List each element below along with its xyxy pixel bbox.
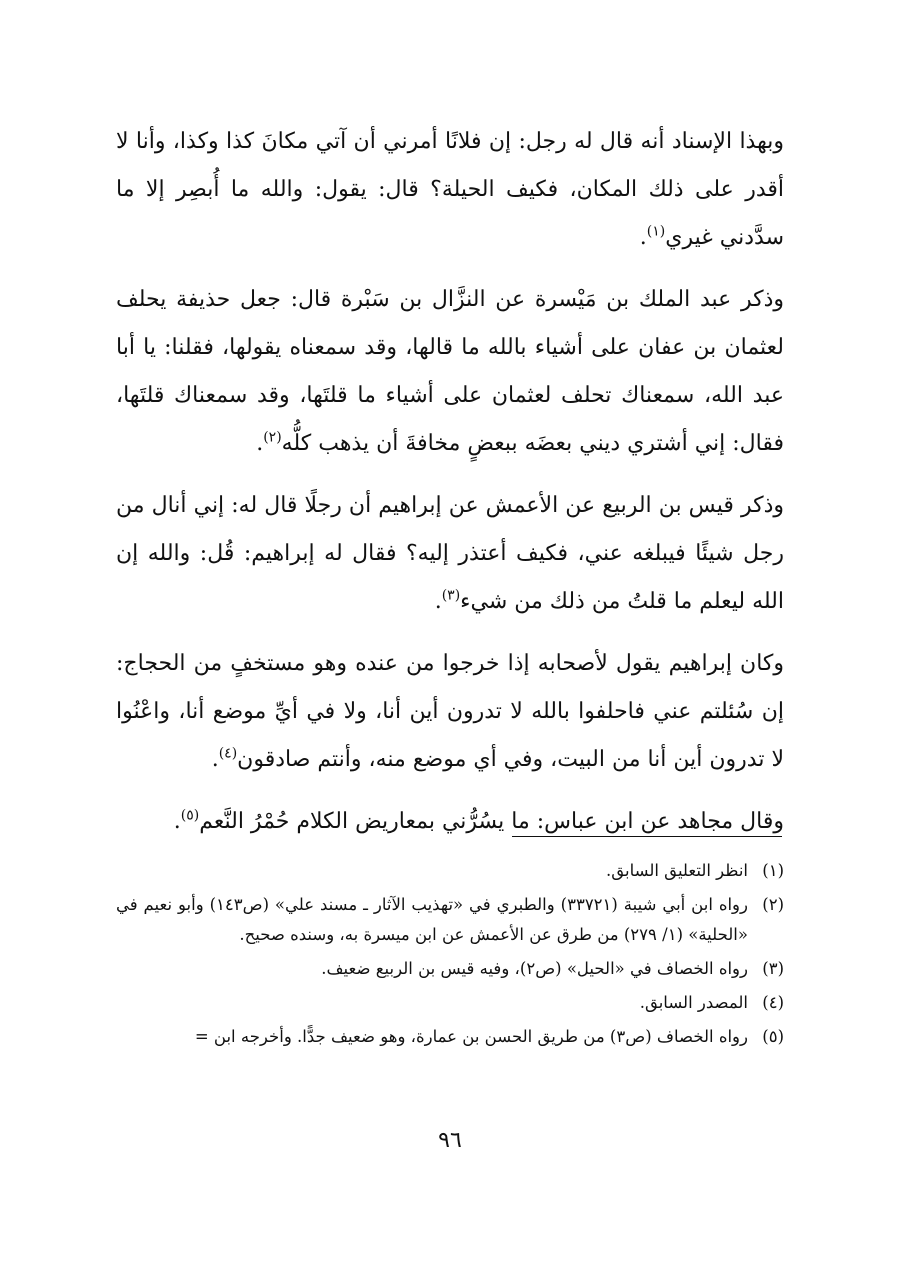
footnote-text: رواه الخصاف في «الحيل» (ص٢)، وفيه قيس بن الربيع ضعيف. — [321, 959, 748, 978]
footnote — [116, 1022, 784, 1052]
footnote-marker: (١) — [646, 223, 666, 240]
paragraph-text: وذكر عبد الملك بن مَيْسرة عن النزَّال بن سَبْرة قال: جعل حذيفة يحلف لعثمان بن عفان على أشياء بالله ما قالها، وقد سمعناه يقولها، فقلنا: يا أبا عبد الله، سمعناك تحلف لعثمان على أشياء ما قلتَها، وقد سمعناك قلتَها، فقال: إني أشتري ديني بعضَه ببعضٍ مخافةَ أن يذهب كلُّه — [116, 287, 784, 456]
paragraph — [116, 276, 784, 468]
paragraph-text: وذكر قيس بن الربيع عن الأعمش عن إبراهيم أن رجلًا قال له: إني أنال من رجل شيئًا فيبلغه عني، فكيف أعتذر إليه؟ فقال له إبراهيم: قُل: والله إن الله ليعلم ما قلتُ من ذلك من شيء — [116, 493, 784, 614]
footnote-divider — [512, 836, 782, 837]
paragraph — [116, 482, 784, 626]
paragraph-tail: . — [639, 225, 647, 250]
main-text — [116, 118, 784, 860]
page-number: ٩٦ — [438, 1128, 462, 1153]
footnotes — [116, 856, 784, 1056]
footnote — [116, 890, 784, 950]
paragraph — [116, 640, 784, 784]
paragraph-tail: . — [434, 589, 442, 614]
footnote-text: رواه الخصاف (ص٣) من طريق الحسن بن عمارة، وهو ضعيف جدًّا. وأخرجه ابن = — [194, 1027, 748, 1046]
footnote-marker: (٥) — [180, 807, 200, 824]
paragraph-tail: . — [173, 809, 181, 834]
footnote-text: رواه ابن أبي شيبة (٣٣٧٢١) والطبري في «تهذيب الآثار ـ مسند علي» (ص١٤٣) وأبو نعيم في «الحلية» (١/ ٢٧٩) من طرق عن الأعمش عن ابن ميسرة به، وسنده صحيح. — [116, 895, 748, 944]
footnote-number: (٤) — [762, 993, 784, 1012]
paragraph — [116, 118, 784, 262]
paragraph-text: وبهذا الإسناد أنه قال له رجل: إن فلانًا أمرني أن آتي مكانَ كذا وكذا، وأنا لا أقدر على ذلك المكان، فكيف الحيلة؟ قال: يقول: والله ما أُبصِر إلا ما سدَّدني غيري — [116, 129, 784, 250]
paragraph-text: وكان إبراهيم يقول لأصحابه إذا خرجوا من عنده وهو مستخفٍ من الحجاج: إن سُئلتم عني فاحلفوا بالله لا تدرون أين أنا، ولا في أيِّ موضع أنا، واعْنُوا لا تدرون أين أنا من البيت، وفي أي موضع منه، وأنتم صادقون — [116, 651, 784, 772]
footnote-marker: (٢) — [263, 429, 282, 446]
footnote — [116, 954, 784, 984]
footnote — [116, 856, 784, 886]
paragraph-text: وقال مجاهد عن ابن عباس: ما يسُرُّني بمعاريض الكلام حُمْرُ النَّعم — [199, 809, 784, 834]
footnote-number: (١) — [762, 861, 784, 880]
paragraph-tail: . — [211, 747, 219, 772]
footnote-text: انظر التعليق السابق. — [605, 861, 748, 880]
footnote — [116, 988, 784, 1018]
footnote-marker: (٣) — [441, 587, 461, 604]
footnote-number: (٢) — [762, 895, 784, 914]
footnote-number: (٣) — [762, 959, 784, 978]
footnote-marker: (٤) — [218, 745, 238, 762]
footnote-text: المصدر السابق. — [639, 993, 748, 1012]
paragraph — [116, 798, 784, 846]
footnote-number: (٥) — [762, 1027, 784, 1046]
paragraph-tail: . — [256, 431, 264, 456]
